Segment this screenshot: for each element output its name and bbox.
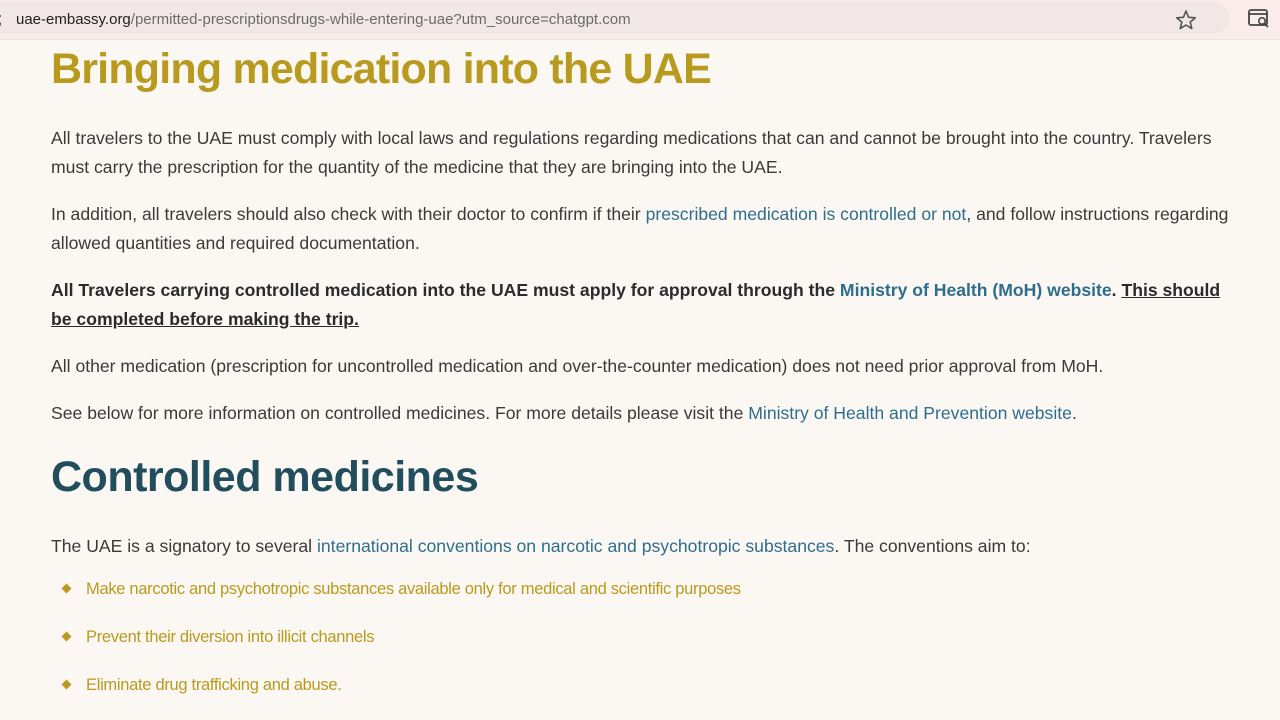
conventions-paragraph bbox=[51, 532, 1241, 561]
text-segment: The UAE is a signatory to several bbox=[51, 536, 317, 556]
other-medication-paragraph: All other medication (prescription for uncontrolled medication and over-the-counter medication) does not need prior approval from MoH. bbox=[51, 356, 1104, 376]
address-bar[interactable] bbox=[0, 2, 1229, 34]
mohap-website-link[interactable]: Ministry of Health and Prevention website bbox=[748, 403, 1072, 423]
text-segment: . bbox=[1111, 280, 1122, 300]
bookmark-star-icon[interactable] bbox=[1175, 9, 1197, 31]
text-segment: See below for more information on controlled medicines. For more details please visit the bbox=[51, 403, 749, 423]
browser-toolbar bbox=[0, 0, 1280, 40]
controlled-medication-link[interactable]: prescribed medication is controlled or not bbox=[645, 204, 967, 224]
url-text[interactable] bbox=[16, 11, 631, 28]
more-info-paragraph bbox=[51, 399, 1241, 428]
doctor-check-paragraph bbox=[51, 200, 1241, 258]
text-segment: , and follow instructions regarding allowed quantities and required documentation. bbox=[51, 204, 1229, 253]
text-segment: . bbox=[1071, 403, 1077, 423]
moh-website-link[interactable]: Ministry of Health (MoH) website bbox=[839, 280, 1112, 300]
diamond-bullet-icon bbox=[62, 632, 72, 642]
diamond-bullet-icon bbox=[62, 680, 72, 690]
controlled-medicines-heading: Controlled medicines bbox=[51, 453, 479, 501]
approval-paragraph bbox=[51, 276, 1241, 334]
url-host: uae-embassy.org bbox=[16, 11, 131, 28]
text-segment: In addition, all travelers should also check with their doctor to confirm if their bbox=[51, 204, 646, 224]
list-item-text: Prevent their diversion into illicit channels bbox=[86, 628, 375, 646]
text-segment: All Travelers carrying controlled medication into the UAE must apply for approval through the bbox=[51, 280, 840, 300]
text-segment: . The conventions aim to: bbox=[834, 536, 1031, 556]
url-path: /permitted-prescriptionsdrugs-while-entering-uae?utm_source=chatgpt.com bbox=[130, 11, 631, 28]
intro-paragraph: All travelers to the UAE must comply with local laws and regulations regarding medications that can and cannot be brought into the country. Travelers must carry the prescription for the quantity of the medicine that they are bringing into the UAE. bbox=[51, 128, 1212, 177]
list-item-text: Eliminate drug trafficking and abuse. bbox=[86, 676, 342, 694]
conventions-link[interactable]: international conventions on narcotic and psychotropic substances bbox=[316, 536, 835, 556]
diamond-bullet-icon bbox=[62, 584, 72, 594]
tab-search-icon[interactable] bbox=[1247, 7, 1271, 29]
page-title: Bringing medication into the UAE bbox=[51, 45, 712, 93]
list-item-text: Make narcotic and psychotropic substances available only for medical and scientific purposes bbox=[86, 580, 741, 598]
before-trip-note: This should be completed before making the trip. bbox=[51, 280, 1221, 329]
site-settings-icon[interactable] bbox=[0, 11, 3, 29]
